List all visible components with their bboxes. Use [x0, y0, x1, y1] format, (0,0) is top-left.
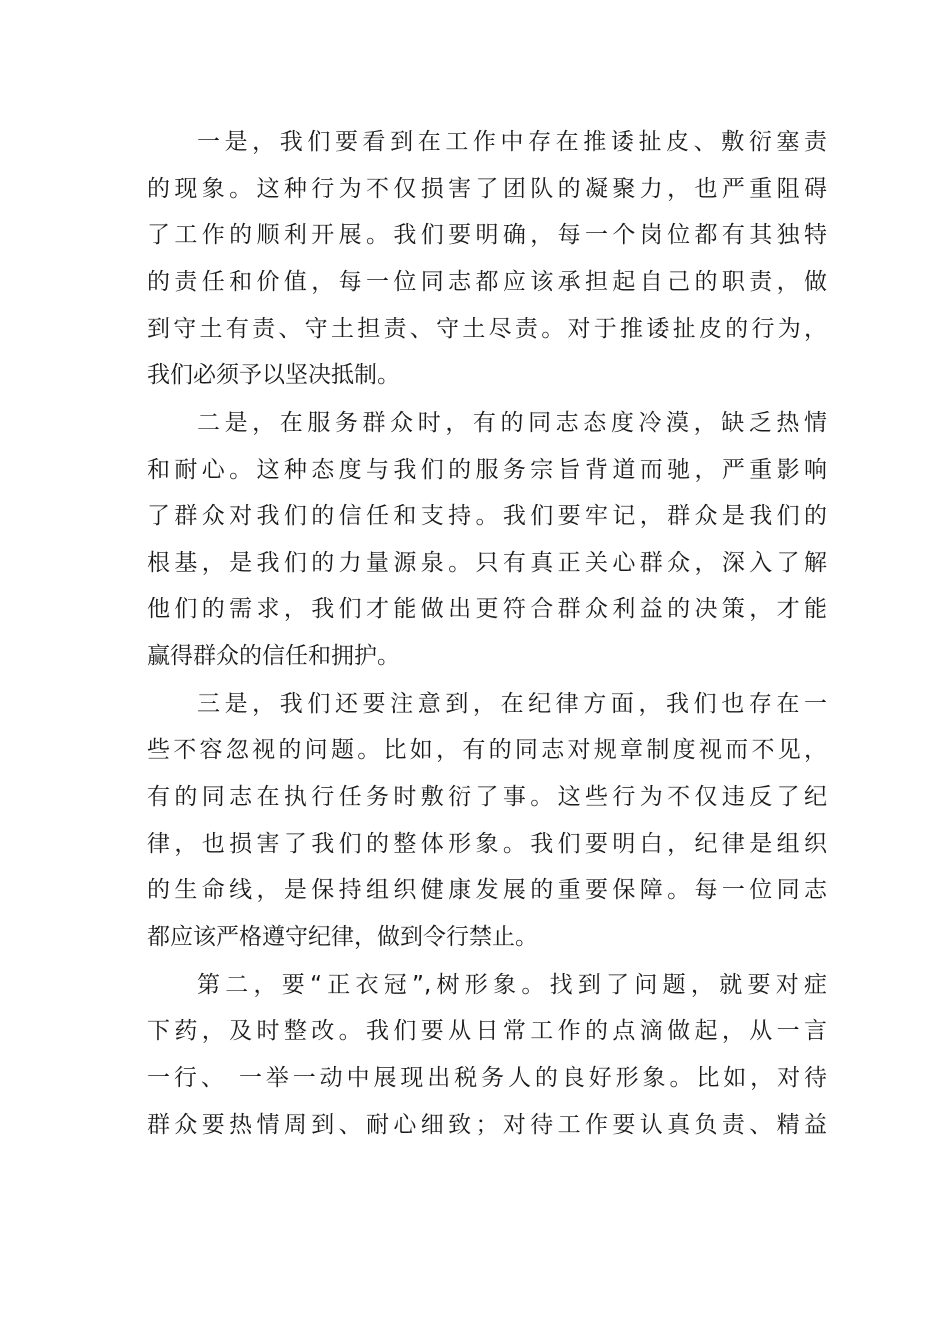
paragraph-2-line-6: 赢得群众的信任和拥护。 — [147, 643, 400, 669]
paragraph-2-line-4: 根基，是我们的力量源泉。只有真正关心群众，深入了解 — [147, 550, 827, 576]
paragraph-1-line-6: 我们必须予以坚决抵制。 — [147, 362, 400, 388]
paragraph-1-line-2: 的现象。这种行为不仅损害了团队的凝聚力，也严重阻碍 — [147, 176, 827, 202]
paragraph-1-line-4: 的责任和价值，每一位同志都应该承担起自己的职责，做 — [147, 269, 827, 295]
paragraph-1-line-3: 了工作的顺利开展。我们要明确，每一个岗位都有其独特 — [147, 222, 827, 248]
paragraph-1-line-1: 一是，我们要看到在工作中存在推诿扯皮、敷衍塞责 — [197, 129, 827, 155]
paragraph-2-line-5: 他们的需求，我们才能做出更符合群众利益的决策，才能 — [147, 596, 827, 622]
paragraph-1-line-5: 到守土有责、守土担责、守土尽责。对于推诿扯皮的行为， — [147, 316, 827, 342]
paragraph-3-line-1: 三是，我们还要注意到，在纪律方面，我们也存在一 — [197, 691, 827, 717]
paragraph-4-line-2: 下药，及时整改。我们要从日常工作的点滴做起，从一言 — [147, 1018, 827, 1044]
paragraph-2-line-1: 二是，在服务群众时，有的同志态度冷漠，缺乏热情 — [197, 410, 827, 436]
paragraph-3-line-6: 都应该严格遵守纪律，做到令行禁止。 — [147, 924, 538, 950]
paragraph-2-line-3: 了群众对我们的信任和支持。我们要牢记，群众是我们的 — [147, 503, 827, 529]
paragraph-3-line-3: 有的同志在执行任务时敷衍了事。这些行为不仅违反了纪 — [147, 784, 827, 810]
paragraph-4-line-3: 一行、 一举一动中展现出税务人的良好形象。比如，对待 — [147, 1065, 827, 1091]
paragraph-3-line-2: 些不容忽视的问题。比如，有的同志对规章制度视而不见， — [147, 737, 827, 763]
paragraph-4-line-4: 群众要热情周到、耐心细致；对待工作要认真负责、精益 — [147, 1112, 827, 1138]
paragraph-3-line-5: 的生命线，是保持组织健康发展的重要保障。每一位同志 — [147, 877, 827, 903]
paragraph-4-line-1: 第二，要“正衣冠”,树形象。找到了问题，就要对症 — [197, 972, 827, 998]
paragraph-3-line-4: 律，也损害了我们的整体形象。我们要明白，纪律是组织 — [147, 831, 827, 857]
paragraph-2-line-2: 和耐心。这种态度与我们的服务宗旨背道而驰，严重影响 — [147, 457, 827, 483]
